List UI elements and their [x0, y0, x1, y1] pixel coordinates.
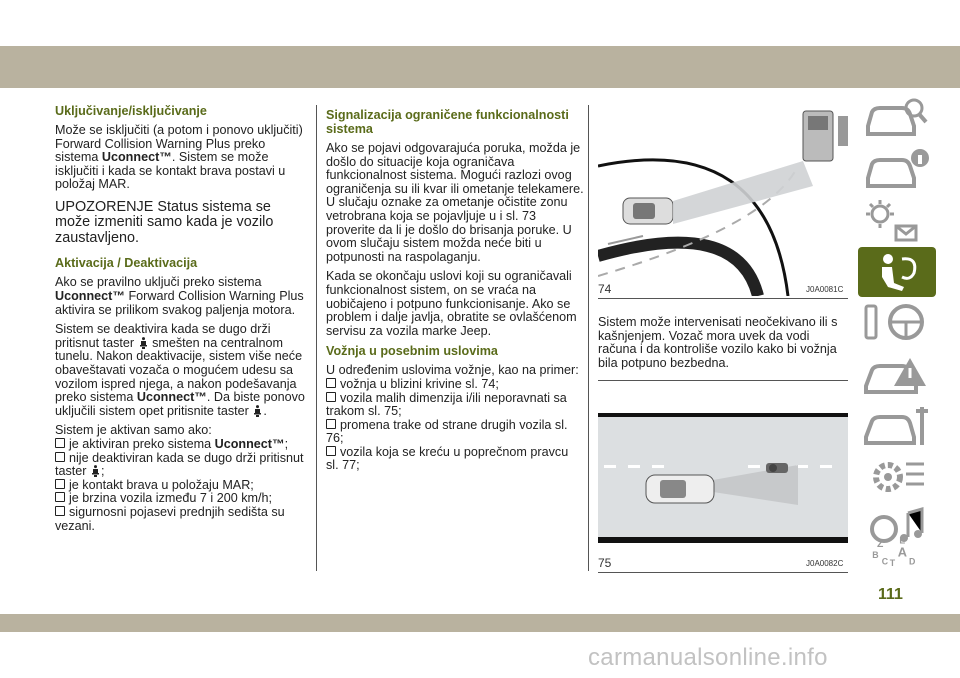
- warning-lights-icon[interactable]: [858, 196, 936, 246]
- column-middle: [326, 104, 584, 473]
- heading-limited-function: Signalizacija ograničene funkcionalnosti sistema: [326, 108, 569, 136]
- emergency-icon[interactable]: [858, 350, 936, 400]
- heading-on-off: Uključivanje/isključivanje: [55, 104, 207, 118]
- index-letter: B: [872, 550, 879, 560]
- figure-rule: [598, 572, 848, 573]
- maintenance-icon[interactable]: [858, 401, 936, 451]
- index-letter: E: [899, 535, 906, 546]
- index-letter: A: [897, 544, 908, 560]
- heading-special-conditions: Vožnja u posebnim uslovima: [326, 344, 498, 359]
- index-letter: Z: [877, 538, 884, 550]
- technical-data-icon[interactable]: [858, 452, 936, 502]
- paragraph-deactivation: Sistem se deaktivira kada se dugo drži pritisnut taster smešten na centralnom tunelu. Nakon deaktivacije, sistem više neće obaveštavati vozača o mogućem udesu sa vozilom ispred njega, a nakon podešavanja preko sistema Uconnect™. Da biste ponovo uključili sistem opet pritisnite taster .: [55, 322, 305, 418]
- checkbox-bullet-icon: [326, 392, 336, 402]
- column-divider: [588, 105, 589, 571]
- seat-button-icon: [139, 337, 148, 349]
- list-item: nije deaktiviran kada se dugo drži pritisnut taster ;: [55, 450, 304, 479]
- list-item: promena trake od strane drugih vozila sl. 76;: [326, 417, 568, 446]
- watermark: carmanualsonline.info: [588, 644, 828, 671]
- start-drive-icon[interactable]: [858, 298, 936, 348]
- paragraph-limited-2: Kada se okončaju uslovi koji su ograničavali funkcionalnost sistem, on se vraća na uobičajeno i potpuno funkcionisanje. Ako se problem i dalje javlja, obratite se ovlašćenom servisu za vozila marke Jeep.: [326, 269, 577, 338]
- footer-band: [0, 614, 960, 632]
- figure-number: 75: [598, 556, 612, 570]
- paragraph-special: U određenim uslovima vožnje, kao na primer:: [326, 363, 579, 378]
- safety-airbag-icon[interactable]: [858, 247, 936, 297]
- header-band: [0, 46, 960, 88]
- checkbox-bullet-icon: [55, 506, 65, 516]
- page-number: 111: [878, 586, 903, 603]
- heading-activation: Aktivacija / Deaktivacija: [55, 256, 198, 271]
- checkbox-bullet-icon: [55, 452, 65, 462]
- index-letter: T: [889, 558, 896, 568]
- paragraph-conditions: Sistem je aktivan samo ako:: [55, 423, 212, 438]
- list-item: sigurnosni pojasevi prednjih sedišta su vezani.: [55, 504, 285, 533]
- seat-button-icon: [91, 465, 100, 477]
- figure-rule: [598, 298, 848, 299]
- figure-code: J0A0082C: [806, 559, 844, 568]
- checkbox-bullet-icon: [326, 446, 336, 456]
- car-search-icon[interactable]: [858, 92, 936, 142]
- list-item: je kontakt brava u položaju MAR;: [55, 479, 305, 493]
- checkbox-bullet-icon: [326, 378, 336, 388]
- figure-code: J0A0081C: [806, 285, 844, 294]
- list-item: vozila malih dimenzija i/ili neporavnati sa trakom sl. 75;: [326, 390, 567, 419]
- checkbox-bullet-icon: [55, 438, 65, 448]
- car-info-icon[interactable]: [858, 144, 936, 194]
- paragraph-activation: Ako se pravilno uključi preko sistema Uconnect™ Forward Collision Warning Plus aktivira se prilikom svakog paljenja motora.: [55, 275, 304, 317]
- list-item: je brzina vozila između 7 i 200 km/h;: [55, 492, 305, 506]
- paragraph-warning-right: Sistem može intervenisati neočekivano ili s kašnjenjem. Vozač mora uvek da vodi računa i da kontroliše vozilo kako bi vožnja bila potpuno bezbedna.: [598, 315, 838, 370]
- list-item: vozila koja se kreću u poprečnom pravcu sl. 77;: [326, 444, 569, 473]
- index-icon[interactable]: [858, 534, 936, 574]
- checkbox-bullet-icon: [55, 492, 65, 502]
- paragraph-limited-1: Ako se pojavi odgovarajuća poruka, možda je došlo do situacije koja ograničava funkcionalnost sistema. Mogući razlozi ovog ograničenja su ili kvar ili ometanje telekamere. U slučaju oznake za ometanje očistite zonu vetrobrana koja se pojavljuje u i sl. 73 proverite da li je došlo do brisanja poruke. U ovom slučaju sistem možda neće biti u potpunosti na raspolaganju.: [326, 141, 584, 264]
- index-letter: D: [909, 556, 916, 567]
- column-left: [55, 100, 305, 533]
- seat-button-icon: [253, 405, 262, 417]
- checkbox-bullet-icon: [326, 419, 336, 429]
- figure-rule: [598, 380, 848, 381]
- warning-note: UPOZORENJE Status sistema se može izmeniti samo kada je vozilo zaustavljeno.: [55, 198, 274, 246]
- paragraph-on-off: Može se isključiti (a potom i ponovo uključiti) Forward Collision Warning Plus preko sistema Uconnect™. Sistem se može isključiti i kada se kontakt brava postavi u položaj MAR.: [55, 123, 303, 192]
- list-item: vožnja u blizini krivine sl. 74;: [326, 378, 584, 392]
- checkbox-bullet-icon: [55, 479, 65, 489]
- figure-number: 74: [598, 282, 612, 296]
- list-item: je aktiviran preko sistema Uconnect™;: [55, 438, 305, 452]
- index-letter: C: [881, 556, 889, 567]
- figure-74-curve-illustration: [598, 106, 848, 296]
- figure-75-small-vehicle-illustration: [598, 385, 848, 570]
- column-divider: [316, 105, 317, 571]
